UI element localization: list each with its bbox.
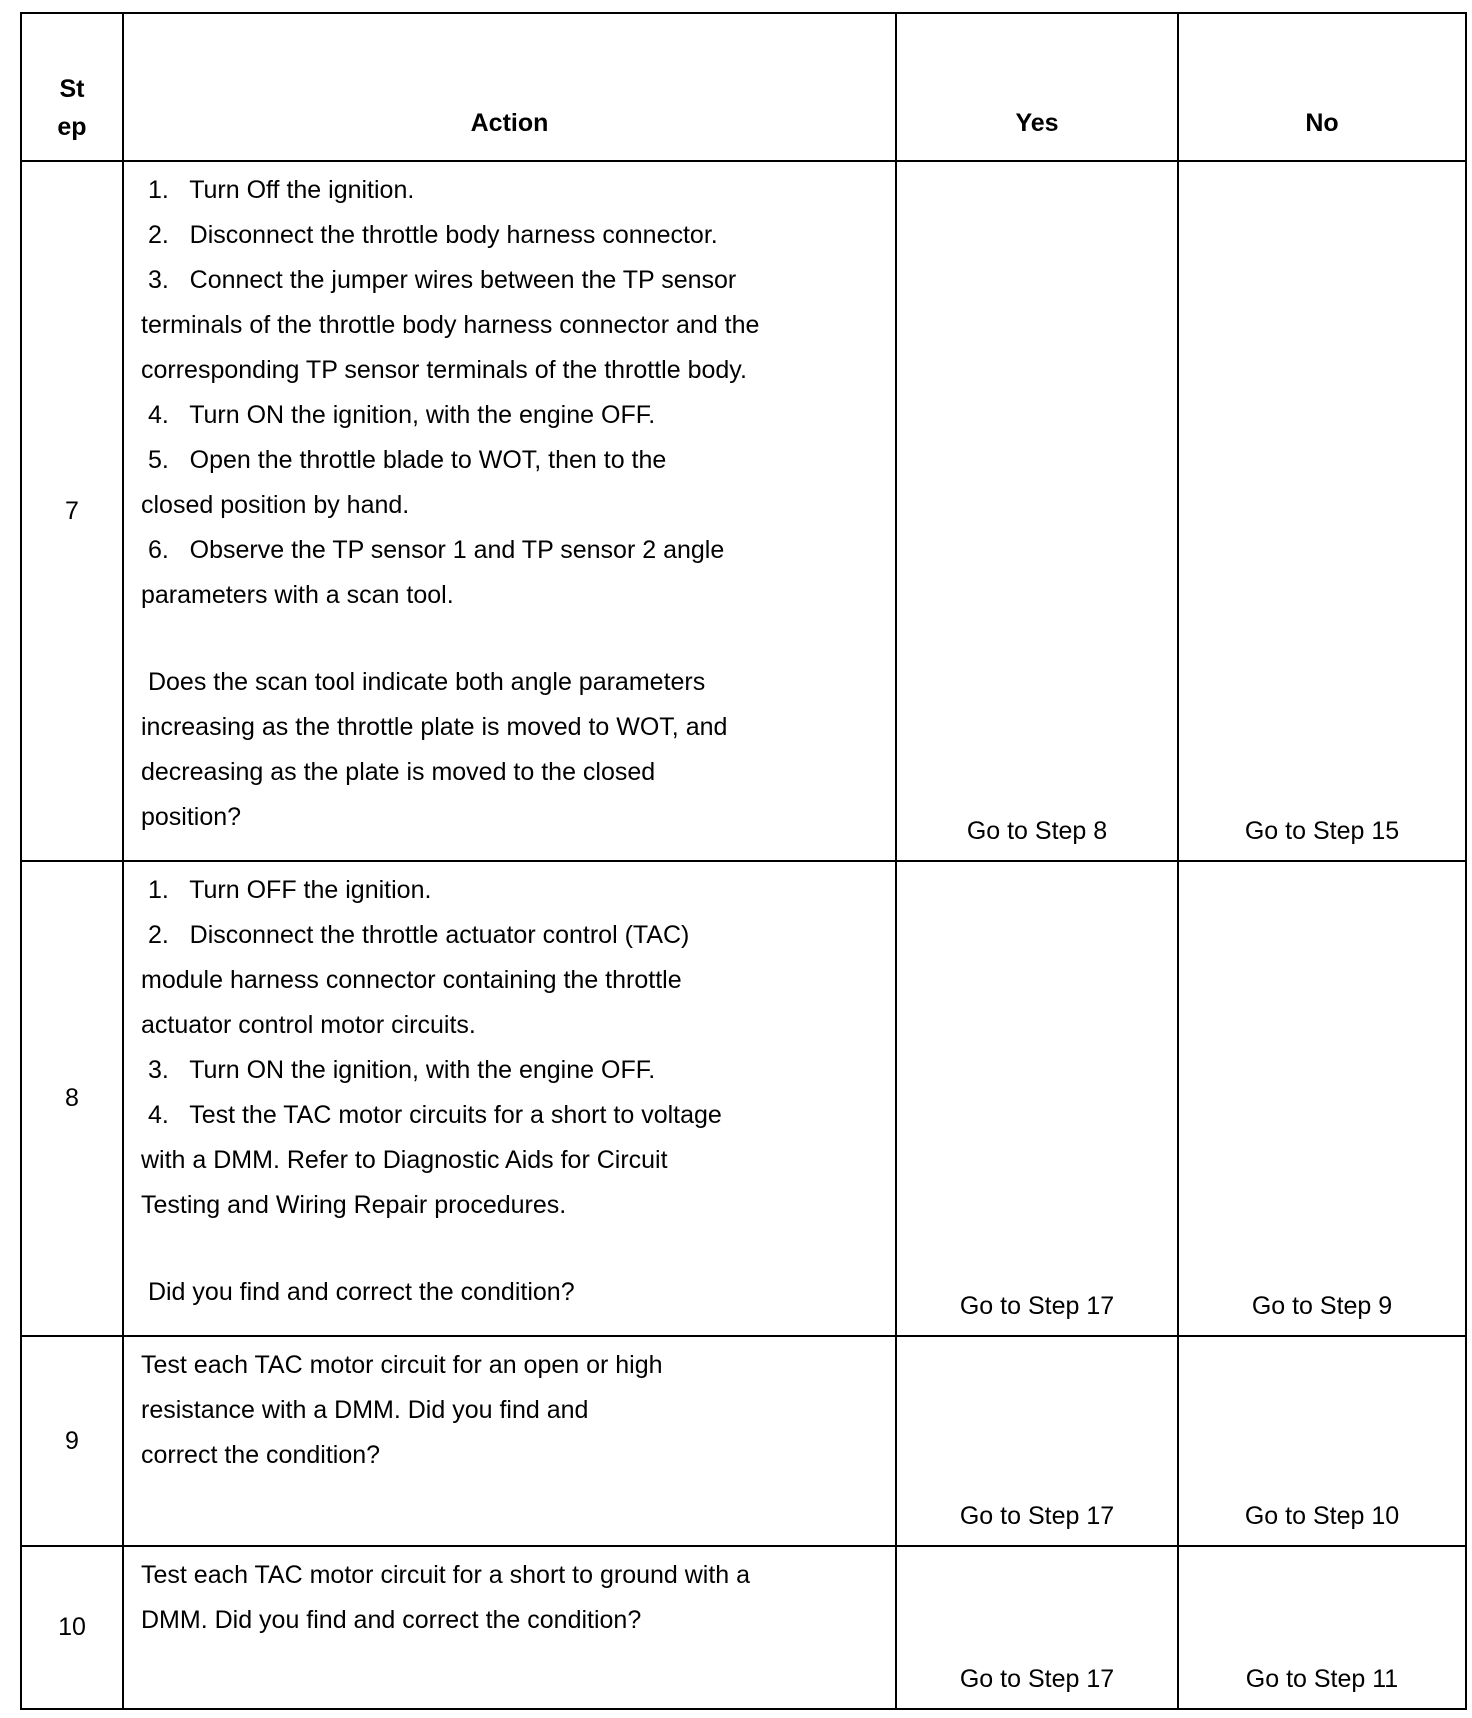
action-line: Test each TAC motor circuit for a short to ground with a — [141, 1561, 751, 1589]
action-line: actuator control motor circuits. — [141, 1011, 476, 1039]
header-yes: Yes — [896, 13, 1178, 161]
header-step-line2: ep — [57, 113, 87, 141]
question-line: Did you find and correct the condition? — [141, 1278, 575, 1306]
question-line: decreasing as the plate is moved to the closed — [141, 758, 656, 786]
no-result: Go to Step 9 — [1178, 861, 1466, 1336]
action-line: 3. Connect the jumper wires between the TP sensor — [141, 266, 737, 294]
question-line: increasing as the throttle plate is moved to WOT, and — [141, 713, 728, 741]
action-line: 1. Turn OFF the ignition. — [141, 876, 432, 904]
table-row — [21, 1336, 1466, 1546]
yes-result: Go to Step 17 — [896, 1546, 1178, 1709]
table-header-row — [21, 13, 1466, 161]
action-cell — [123, 861, 896, 1336]
action-line: 4. Turn ON the ignition, with the engine OFF. — [141, 401, 656, 429]
question-line: position? — [141, 803, 242, 831]
step-number: 7 — [21, 161, 123, 861]
yes-result: Go to Step 17 — [896, 861, 1178, 1336]
action-line: 3. Turn ON the ignition, with the engine OFF. — [141, 1056, 656, 1084]
action-line: with a DMM. Refer to Diagnostic Aids for Circuit — [141, 1146, 668, 1174]
step-number: 8 — [21, 861, 123, 1336]
action-line: parameters with a scan tool. — [141, 581, 454, 609]
header-action: Action — [123, 13, 896, 161]
step-number: 9 — [21, 1336, 123, 1546]
action-line: 4. Test the TAC motor circuits for a short to voltage — [141, 1101, 722, 1129]
no-result: Go to Step 11 — [1178, 1546, 1466, 1709]
action-line: 5. Open the throttle blade to WOT, then to the — [141, 446, 667, 474]
action-line: Test each TAC motor circuit for an open or high — [141, 1351, 663, 1379]
action-cell — [123, 1336, 896, 1546]
header-step-line1: St — [59, 75, 85, 103]
action-line: module harness connector containing the throttle — [141, 966, 682, 994]
header-step — [21, 13, 123, 161]
table-row — [21, 861, 1466, 1336]
action-line: closed position by hand. — [141, 491, 410, 519]
table-row — [21, 161, 1466, 861]
action-line: 2. Disconnect the throttle body harness connector. — [141, 221, 718, 249]
yes-result: Go to Step 17 — [896, 1336, 1178, 1546]
action-line: Testing and Wiring Repair procedures. — [141, 1191, 567, 1219]
action-line: terminals of the throttle body harness connector and the — [141, 311, 760, 339]
table-row — [21, 1546, 1466, 1709]
yes-result: Go to Step 8 — [896, 161, 1178, 861]
action-line: correct the condition? — [141, 1441, 381, 1469]
no-result: Go to Step 15 — [1178, 161, 1466, 861]
spacer — [141, 618, 875, 660]
action-line: resistance with a DMM. Did you find and — [141, 1396, 589, 1424]
step-number: 10 — [21, 1546, 123, 1709]
action-line: 1. Turn Off the ignition. — [141, 176, 415, 204]
action-cell — [123, 161, 896, 861]
action-line: 6. Observe the TP sensor 1 and TP sensor 2 angle — [141, 536, 725, 564]
action-line: 2. Disconnect the throttle actuator control (TAC) — [141, 921, 690, 949]
question-line: Does the scan tool indicate both angle parameters — [141, 668, 706, 696]
action-line: corresponding TP sensor terminals of the throttle body. — [141, 356, 747, 384]
spacer — [141, 1228, 875, 1270]
header-no: No — [1178, 13, 1466, 161]
no-result: Go to Step 10 — [1178, 1336, 1466, 1546]
action-line: DMM. Did you find and correct the condition? — [141, 1606, 642, 1634]
diagnostic-table — [20, 12, 1467, 1710]
action-cell — [123, 1546, 896, 1709]
